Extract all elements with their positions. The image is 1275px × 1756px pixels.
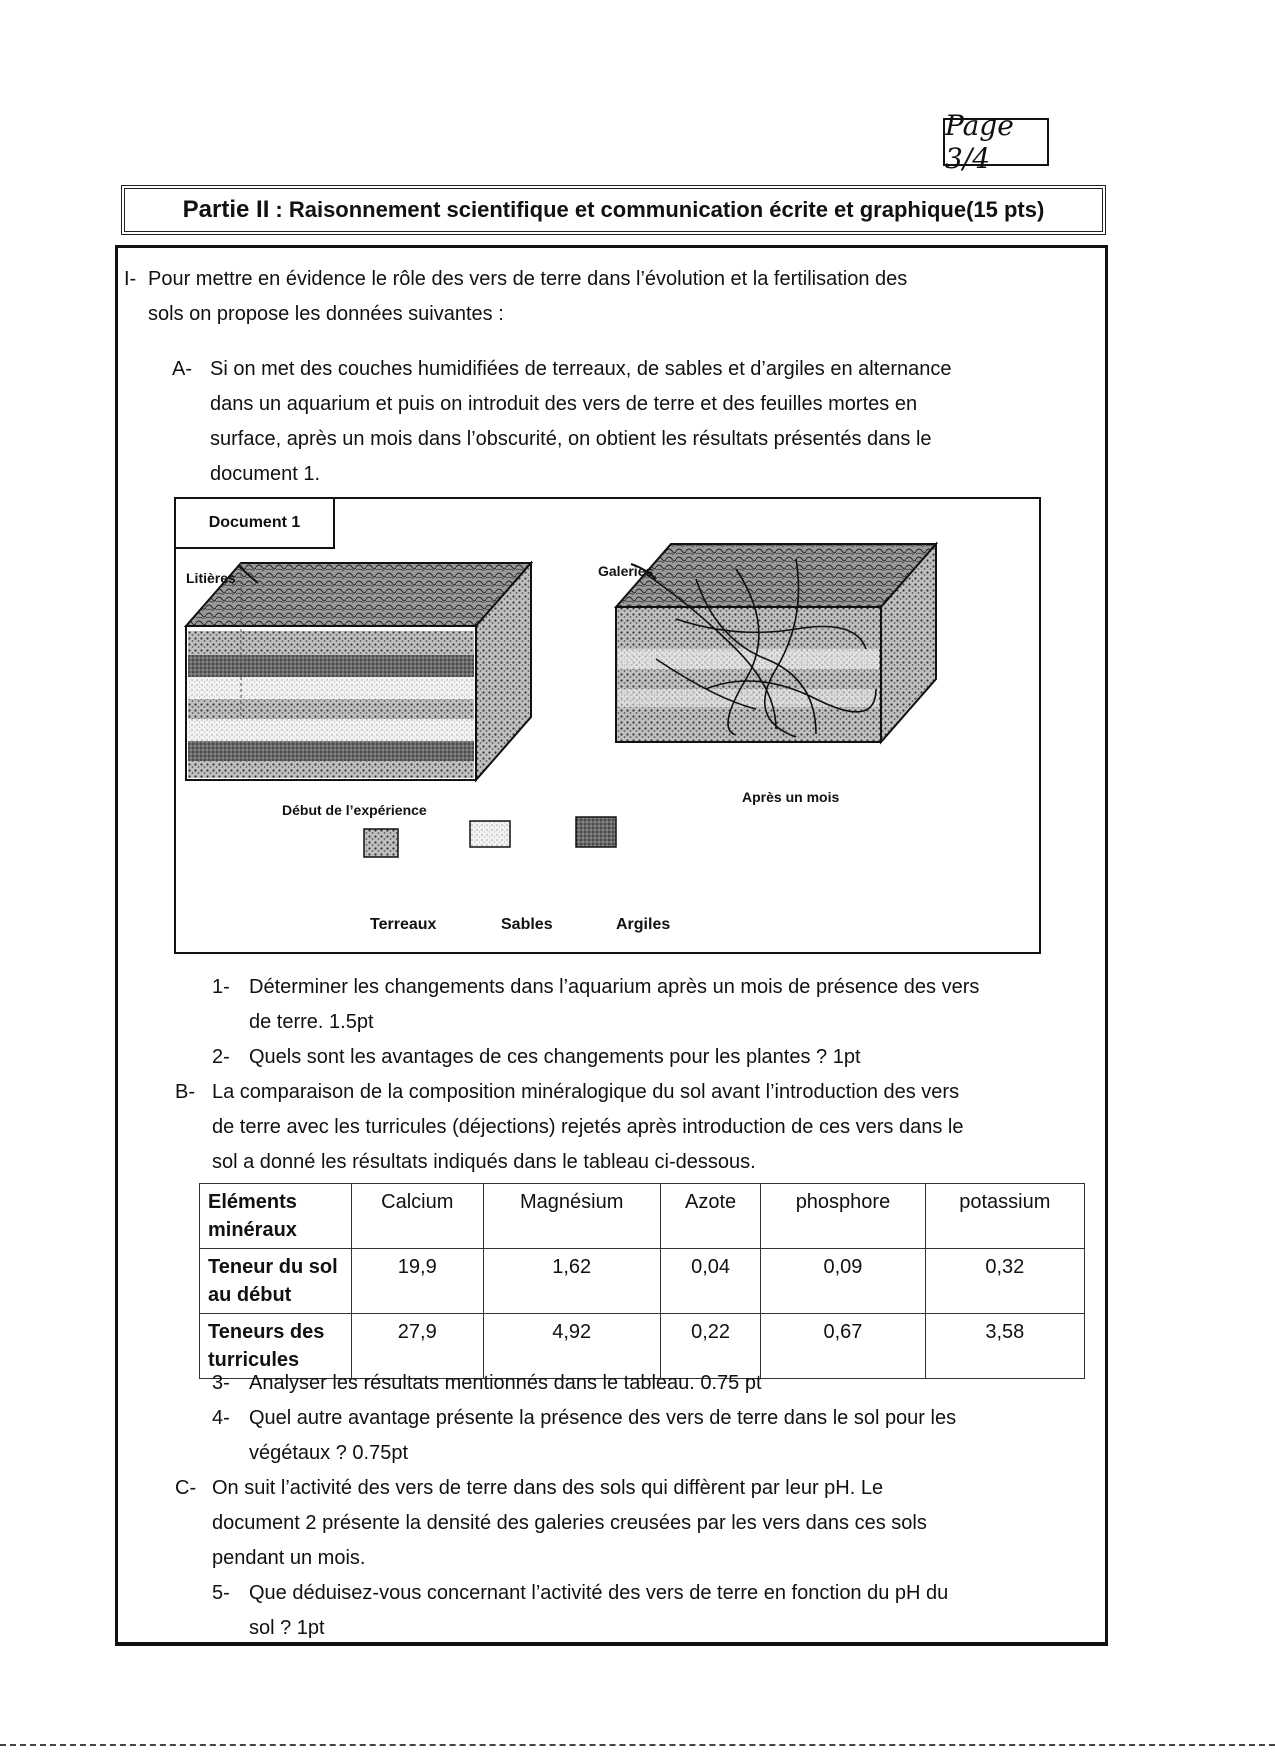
legend-swatch-sables (470, 821, 510, 847)
section-a-line-1: Si on met des couches humidifiées de terreaux, de sables et d’argiles en alternance (210, 358, 952, 380)
table-row-label: Teneurs des turricules (200, 1314, 352, 1379)
label-litieres: Litières (186, 570, 236, 586)
section-a-line-4: document 1. (210, 463, 321, 485)
question-4-line-1: Quel autre avantage présente la présence des vers de terre dans le sol pour les (249, 1407, 957, 1429)
legend-swatch-terreaux (364, 829, 398, 857)
table-cell: 19,9 (352, 1249, 484, 1314)
page-number: Page 3/4 (943, 118, 1049, 166)
table-header-cell: Magnésium (483, 1184, 660, 1249)
question-4-num: 4- (212, 1407, 230, 1429)
table-cell: 0,67 (761, 1314, 925, 1379)
legend-sables: Sables (501, 916, 553, 933)
legend-swatch-argiles (576, 817, 616, 847)
table-cell: 27,9 (352, 1314, 484, 1379)
table-header-row (200, 1184, 1085, 1249)
section-a-line-3: surface, après un mois dans l’obscurité, on obtient les résultats présentés dans le (210, 428, 932, 450)
aquarium-after (616, 544, 936, 742)
question-2-num: 2- (212, 1046, 230, 1068)
table-header-cell: Eléments minéraux (200, 1184, 352, 1249)
section-a-line-2: dans un aquarium et puis on introduit des vers de terre et des feuilles mortes en (210, 393, 918, 415)
section-b-line-3: sol a donné les résultats indiqués dans le tableau ci-dessous. (212, 1151, 756, 1173)
section-c-line-3: pendant un mois. (212, 1547, 366, 1569)
caption-start: Début de l’expérience (282, 802, 427, 818)
partie-subtitle: : Raisonnement scientifique et communication écrite et graphique (275, 197, 967, 222)
document-1-title: Document 1 (174, 497, 335, 549)
question-1-line-1: Déterminer les changements dans l’aquarium après un mois de présence des vers (249, 976, 980, 998)
table-row (200, 1249, 1085, 1314)
section-a-marker: A- (172, 358, 192, 380)
mineral-composition-table (199, 1183, 1085, 1379)
partie-title: Partie II (182, 196, 270, 223)
question-3-line-1: Analyser les résultats mentionnés dans le tableau. 0.75 pt (249, 1372, 762, 1394)
section-c-marker: C- (175, 1477, 197, 1499)
caption-after: Après un mois (742, 789, 840, 805)
partie-points: (15 pts) (966, 197, 1045, 222)
table-cell: 0,09 (761, 1249, 925, 1314)
label-galeries: Galeries (598, 563, 654, 579)
table-cell: 3,58 (925, 1314, 1084, 1379)
legend-terreaux: Terreaux (370, 916, 437, 933)
question-1-num: 1- (212, 976, 230, 998)
table-cell: 0,22 (660, 1314, 760, 1379)
section-c-line-1: On suit l’activité des vers de terre dans des sols qui diffèrent par leur pH. Le (212, 1477, 884, 1499)
table-cell: 0,04 (660, 1249, 760, 1314)
table-header-cell: Azote (660, 1184, 760, 1249)
section-b-line-2: de terre avec les turricules (déjections) rejetés après introduction de ces vers dans le (212, 1116, 964, 1138)
intro-marker: I- (124, 268, 137, 290)
page-bottom-rule (0, 1744, 1275, 1746)
intro-line-2: sols on propose les données suivantes : (148, 303, 504, 325)
section-b-marker: B- (175, 1081, 195, 1103)
table-cell: 4,92 (483, 1314, 660, 1379)
table-row-label: Teneur du sol au début (200, 1249, 352, 1314)
aquarium-start (186, 563, 531, 780)
question-5-line-2: sol ? 1pt (249, 1617, 325, 1639)
question-1-line-2: de terre. 1.5pt (249, 1011, 374, 1033)
table-header-cell: potassium (925, 1184, 1084, 1249)
question-3-num: 3- (212, 1372, 230, 1394)
question-5-num: 5- (212, 1582, 230, 1604)
section-c-line-2: document 2 présente la densité des galeries creusées par les vers dans ces sols (212, 1512, 927, 1534)
question-2-line-1: Quels sont les avantages de ces changements pour les plantes ? 1pt (249, 1046, 861, 1068)
section-b-line-1: La comparaison de la composition minéralogique du sol avant l’introduction des vers (212, 1081, 960, 1103)
intro-line-1: Pour mettre en évidence le rôle des vers de terre dans l’évolution et la fertilisation des (148, 268, 908, 290)
question-4-line-2: végétaux ? 0.75pt (249, 1442, 409, 1464)
table-header-cell: Calcium (352, 1184, 484, 1249)
table-cell: 1,62 (483, 1249, 660, 1314)
partie-heading (121, 185, 1106, 235)
question-5-line-1: Que déduisez-vous concernant l’activité des vers de terre en fonction du pH du (249, 1582, 949, 1604)
legend-argiles: Argiles (616, 916, 671, 933)
table-header-cell: phosphore (761, 1184, 925, 1249)
table-cell: 0,32 (925, 1249, 1084, 1314)
